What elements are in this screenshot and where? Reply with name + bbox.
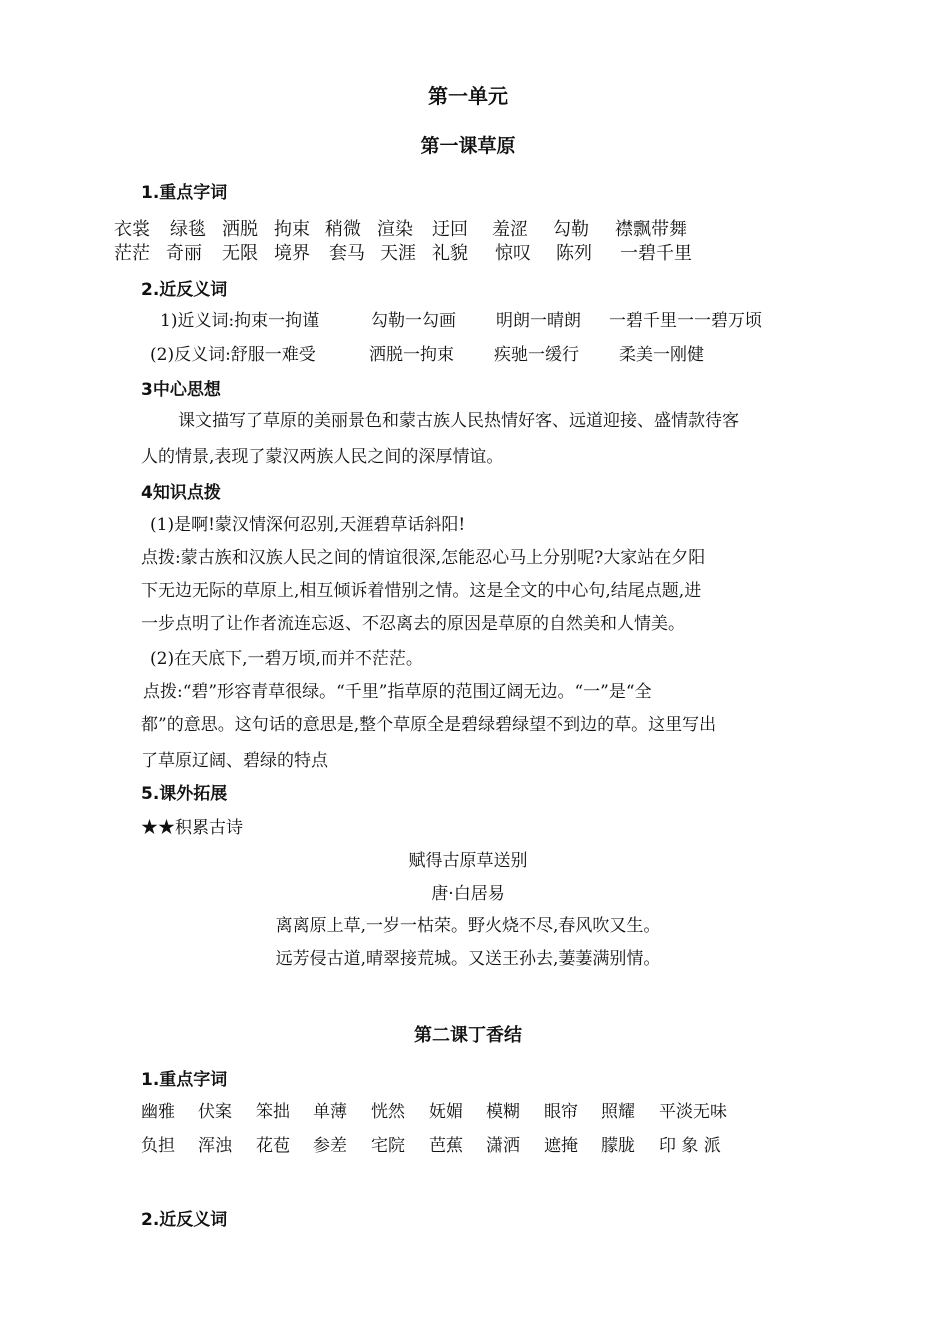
- lesson2-words-row1: [0, 1097, 936, 1123]
- lesson2-synonyms-heading: 2.近反义词: [141, 1210, 228, 1230]
- lesson1-words-row1: [0, 215, 936, 241]
- word: 印 象 派: [659, 1136, 721, 1156]
- lesson1-synonyms-heading: 2.近反义词: [141, 280, 228, 300]
- word: 幽雅: [141, 1102, 175, 1122]
- knowledge-text: 点拨:“碧”形容青草很绿。“千里”指草原的范围辽阔无边。“一”是“全: [143, 682, 652, 702]
- knowledge-quote: (2)在天底下,一碧万顷,而并不茫茫。: [150, 649, 423, 669]
- poem-title: 赋得古原草送别: [408, 851, 528, 871]
- antonym-pair: 疾驰一缓行: [494, 345, 579, 365]
- synonyms-line: [0, 306, 936, 330]
- word: 一碧千里: [620, 243, 692, 264]
- word: 笨拙: [256, 1102, 290, 1122]
- knowledge-text: 了草原辽阔、碧绿的特点: [141, 751, 328, 771]
- word: 妩媚: [429, 1102, 463, 1122]
- antonym-pair: 洒脱一拘束: [369, 345, 454, 365]
- antonym-pair: (2)反义词:舒服一难受: [150, 345, 316, 365]
- word: 遮掩: [544, 1136, 578, 1156]
- word: 境界: [274, 243, 310, 264]
- word: 芭蕉: [429, 1136, 463, 1156]
- word: 潇洒: [486, 1136, 520, 1156]
- word: 套马: [329, 243, 365, 264]
- word: 照耀: [601, 1102, 635, 1122]
- word: 惊叹: [495, 243, 531, 264]
- unit-title: 第一单元: [428, 84, 508, 108]
- word: 天涯: [380, 243, 416, 264]
- knowledge-quote: (1)是啊!蒙汉情深何忍别,天涯碧草话斜阳!: [150, 515, 466, 535]
- word: 模糊: [486, 1102, 520, 1122]
- lesson1-central-idea-heading: 3中心思想: [141, 380, 221, 400]
- word: 绿毯: [170, 219, 206, 240]
- word: 陈列: [556, 243, 592, 264]
- poem-intro: ★★积累古诗: [141, 818, 243, 838]
- synonym-pair: 一碧千里一一碧万顷: [609, 311, 762, 331]
- word: 迂回: [432, 219, 468, 240]
- word: 稍微: [325, 219, 361, 240]
- word: 恍然: [371, 1102, 405, 1122]
- word: 洒脱: [222, 219, 258, 240]
- antonyms-line: [0, 340, 936, 364]
- poem-author: 唐·白居易: [431, 884, 505, 904]
- knowledge-text: 一步点明了让作者流连忘返、不忍离去的原因是草原的自然美和人情美。: [141, 614, 685, 634]
- word: 衣裳: [114, 219, 150, 240]
- lesson2-title: 第二课丁香结: [414, 1025, 522, 1046]
- word: 眼帘: [544, 1102, 578, 1122]
- lesson1-key-words-heading: 1.重点字词: [141, 183, 228, 203]
- word: 浑浊: [198, 1136, 232, 1156]
- word: 勾勒: [553, 219, 589, 240]
- word: 平淡无味: [659, 1102, 727, 1122]
- knowledge-text: 都”的意思。这句话的意思是,整个草原全是碧绿碧绿望不到边的草。这里写出: [141, 715, 717, 735]
- word: 伏案: [198, 1102, 232, 1122]
- word: 茫茫: [114, 243, 150, 264]
- word: 礼貌: [432, 243, 468, 264]
- word: 宅院: [371, 1136, 405, 1156]
- lesson2-key-words-heading: 1.重点字词: [141, 1070, 228, 1090]
- central-idea-line: 课文描写了草原的美丽景色和蒙古族人民热情好客、远道迎接、盛情款待客: [178, 411, 739, 431]
- lesson1-words-row2: [0, 239, 936, 265]
- synonym-pair: 1)近义词:拘束一拘谨: [160, 311, 320, 331]
- synonym-pair: 明朗一晴朗: [496, 311, 581, 331]
- word: 花苞: [256, 1136, 290, 1156]
- word: 羞涩: [492, 219, 528, 240]
- poem-line: 离离原上草,一岁一枯荣。野火烧不尽,春风吹又生。: [275, 916, 661, 936]
- word: 奇丽: [166, 243, 202, 264]
- antonym-pair: 柔美一刚健: [619, 345, 704, 365]
- word: 朦胧: [601, 1136, 635, 1156]
- word: 参差: [313, 1136, 347, 1156]
- knowledge-text: 下无边无际的草原上,相互倾诉着惜别之情。这是全文的中心句,结尾点题,进: [141, 581, 702, 601]
- word: 襟飘带舞: [615, 219, 687, 240]
- word: 负担: [141, 1136, 175, 1156]
- poem-line: 远芳侵古道,晴翠接荒城。又送王孙去,萋萋满别情。: [275, 949, 661, 969]
- central-idea-line: 人的情景,表现了蒙汉两族人民之间的深厚情谊。: [141, 447, 504, 467]
- lesson2-words-row2: [0, 1131, 936, 1157]
- word: 渲染: [377, 219, 413, 240]
- knowledge-text: 点拨:蒙古族和汉族人民之间的情谊很深,怎能忍心马上分别呢?大家站在夕阳: [141, 548, 706, 568]
- lesson1-title: 第一课草原: [420, 135, 516, 157]
- word: 单薄: [313, 1102, 347, 1122]
- synonym-pair: 勾勒一勾画: [371, 311, 456, 331]
- lesson1-extension-heading: 5.课外拓展: [141, 784, 228, 804]
- word: 无限: [222, 243, 258, 264]
- word: 拘束: [274, 219, 310, 240]
- lesson1-knowledge-heading: 4知识点拨: [141, 483, 221, 503]
